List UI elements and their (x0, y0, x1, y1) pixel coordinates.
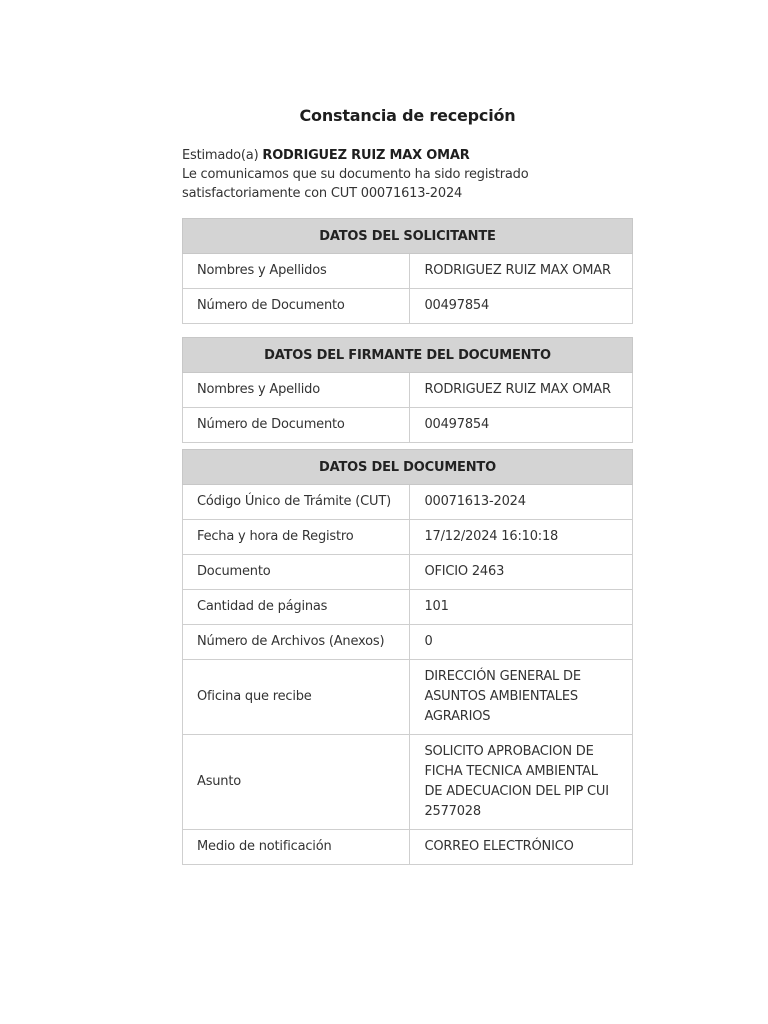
row-label: Oficina que recibe (183, 660, 410, 735)
table-row (183, 830, 633, 865)
table-row (183, 254, 633, 289)
row-label: Fecha y hora de Registro (183, 520, 410, 555)
table-row (183, 485, 633, 520)
row-value: 00497854 (410, 408, 633, 443)
row-value: 17/12/2024 16:10:18 (410, 520, 633, 555)
page-title: Constancia de recepción (299, 106, 516, 125)
row-label: Documento (183, 555, 410, 590)
table-row (183, 590, 633, 625)
table-row (183, 520, 633, 555)
row-label: Número de Documento (183, 408, 410, 443)
row-label: Nombres y Apellidos (183, 254, 410, 289)
table-row (183, 625, 633, 660)
row-value: 00071613-2024 (410, 485, 633, 520)
row-value: 0 (410, 625, 633, 660)
table-row (183, 735, 633, 830)
row-value: 00497854 (410, 289, 633, 324)
table-row (183, 373, 633, 408)
recipient-name: RODRIGUEZ RUIZ MAX OMAR (262, 148, 470, 163)
row-label: Número de Documento (183, 289, 410, 324)
row-label: Número de Archivos (Anexos) (183, 625, 410, 660)
row-value: RODRIGUEZ RUIZ MAX OMAR (410, 254, 633, 289)
table-row (183, 289, 633, 324)
row-label: Cantidad de páginas (183, 590, 410, 625)
row-label: Código Único de Trámite (CUT) (183, 485, 410, 520)
greeting-text (182, 146, 633, 203)
row-label: Medio de notificación (183, 830, 410, 865)
table-row (183, 555, 633, 590)
row-label: Nombres y Apellido (183, 373, 410, 408)
solicitante-table (182, 218, 633, 324)
table-row (183, 660, 633, 735)
documento-header: DATOS DEL DOCUMENTO (183, 450, 633, 485)
solicitante-header: DATOS DEL SOLICITANTE (183, 219, 633, 254)
row-value: 101 (410, 590, 633, 625)
greeting-line-3: satisfactoriamente con CUT 00071613-2024 (182, 186, 463, 201)
firmante-table (182, 337, 633, 443)
row-value: RODRIGUEZ RUIZ MAX OMAR (410, 373, 633, 408)
table-row (183, 408, 633, 443)
firmante-header: DATOS DEL FIRMANTE DEL DOCUMENTO (183, 338, 633, 373)
greeting-line-2: Le comunicamos que su documento ha sido registrado (182, 167, 529, 182)
documento-table (182, 449, 633, 865)
row-value: CORREO ELECTRÓNICO (410, 830, 633, 865)
greeting-line-1 (182, 146, 633, 165)
row-value: SOLICITO APROBACION DE FICHA TECNICA AMBIENTAL DE ADECUACION DEL PIP CUI 2577028 (410, 735, 633, 830)
row-value: DIRECCIÓN GENERAL DE ASUNTOS AMBIENTALES AGRARIOS (410, 660, 633, 735)
greeting-prefix: Estimado(a) (182, 148, 259, 163)
row-value: OFICIO 2463 (410, 555, 633, 590)
row-label: Asunto (183, 735, 410, 830)
